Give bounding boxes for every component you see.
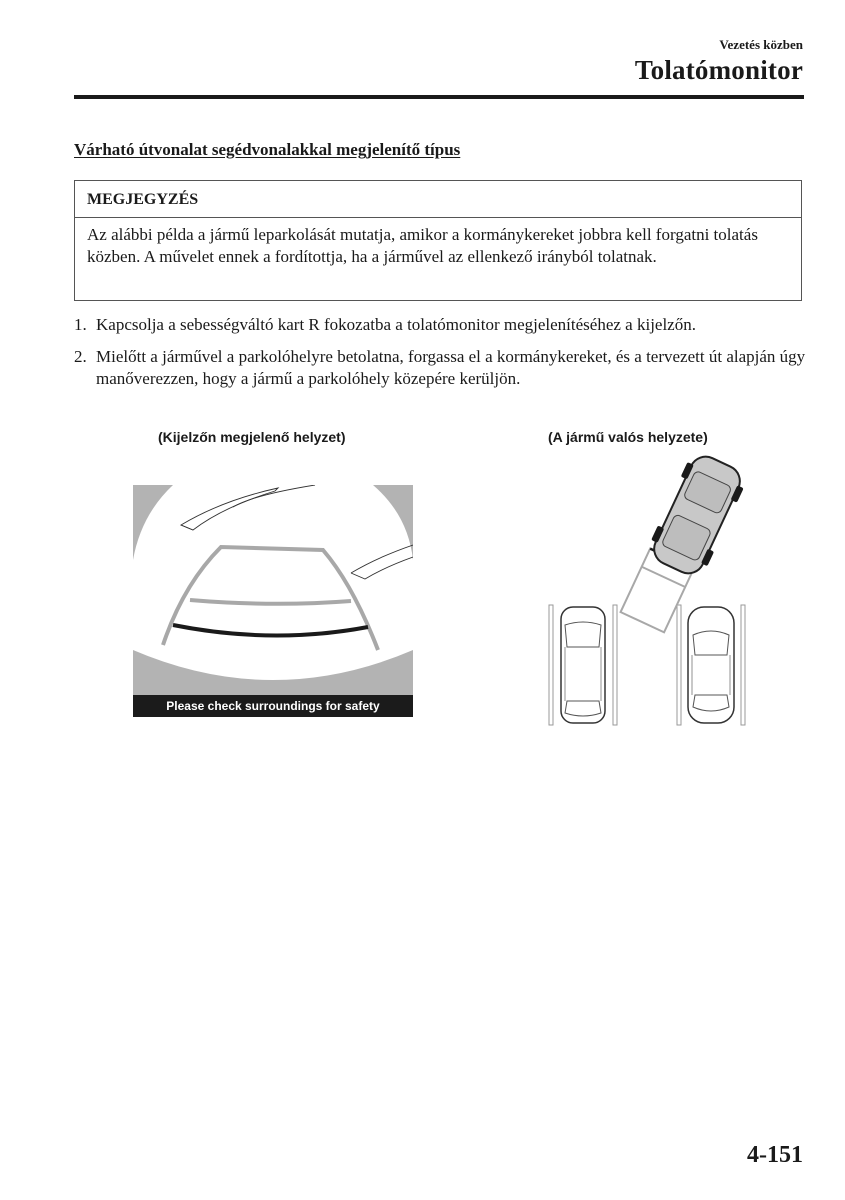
note-box xyxy=(74,180,802,301)
steps-list xyxy=(74,314,814,400)
rear-camera-display xyxy=(133,485,413,717)
figure-caption-actual: (A jármű valós helyzete) xyxy=(548,429,708,445)
subheading: Várható útvonalat segédvonalakkal megjelenítő típus xyxy=(74,140,461,159)
note-body: Az alábbi példa a jármű leparkolását mutatja, amikor a kormánykereket jobbra kell forgatni tolatás közben. A művelet ennek a fordítottja, ha a járművel az ellenkező irányból tolatnak. xyxy=(87,225,758,266)
camera-view-illustration xyxy=(133,485,413,717)
step-text: Mielőtt a járművel a parkolóhelyre betolatna, forgassa el a kormánykereket, és a tervezett út alapján úgy manőverezzen, hogy a jármű a parkolóhely közepére kerüljön. xyxy=(96,347,806,388)
note-heading: MEGJEGYZÉS xyxy=(75,181,801,218)
step-text: Kapcsolja a sebességváltó kart R fokozatba a tolatómonitor megjelenítéséhez a kijelzőn. xyxy=(96,315,696,334)
figure-caption-display: (Kijelzőn megjelenő helyzet) xyxy=(158,429,346,445)
parking-line xyxy=(549,605,553,725)
title-rule xyxy=(74,95,804,99)
parking-scene xyxy=(545,455,755,730)
step-item xyxy=(74,314,814,336)
page-number: 4-151 xyxy=(747,1142,803,1168)
safety-banner: Please check surroundings for safety xyxy=(133,695,413,717)
parking-scene-illustration xyxy=(545,455,755,730)
section-label: Vezetés közben xyxy=(719,37,803,52)
step-item xyxy=(74,346,814,390)
page-title: Tolatómonitor xyxy=(634,55,803,85)
step-number: 1. xyxy=(74,315,87,334)
step-number: 2. xyxy=(74,347,87,366)
